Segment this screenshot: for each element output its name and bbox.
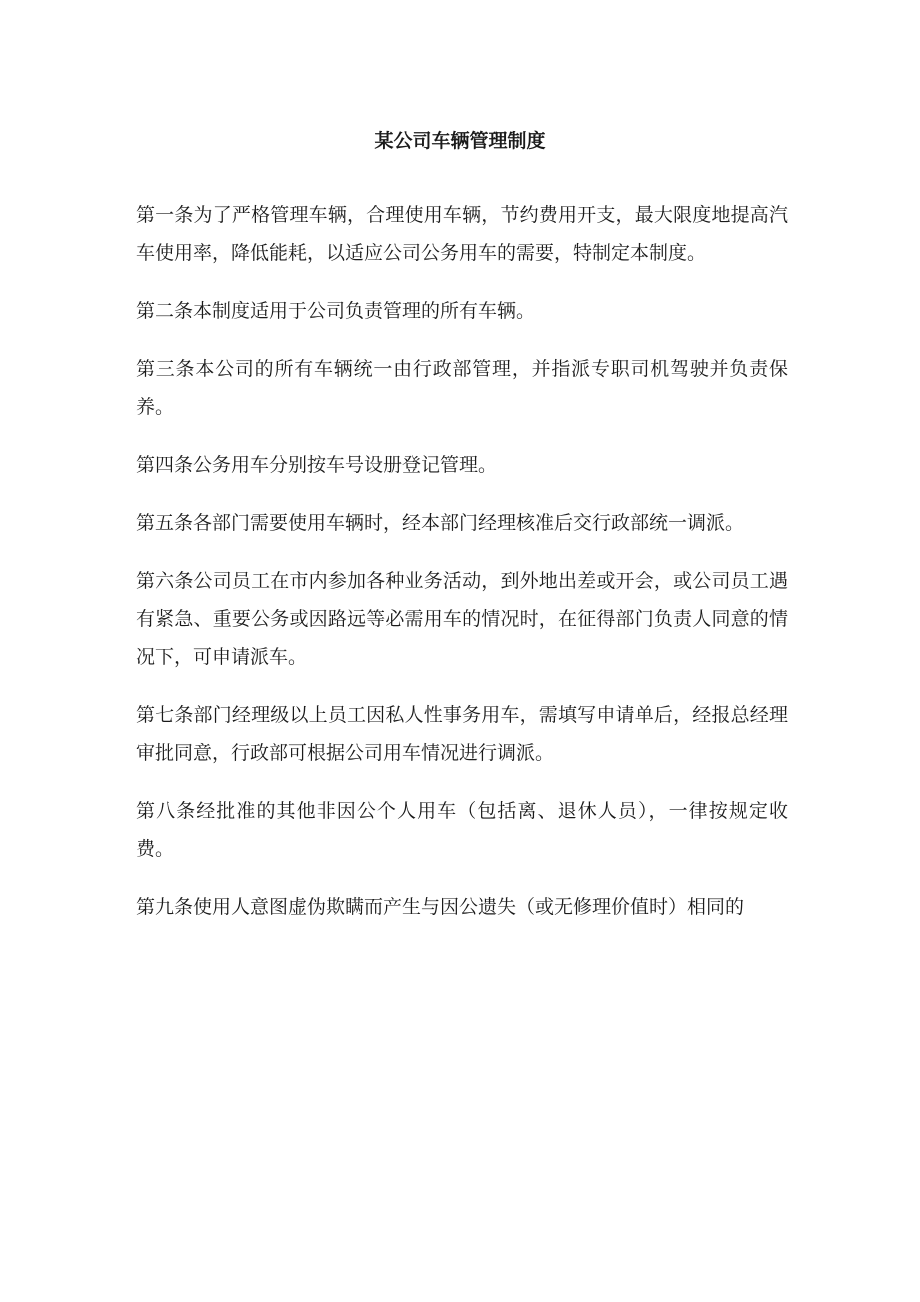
article-7-paragraph: 第七条部门经理级以上员工因私人性事务用车，需填写申请单后，经报总经理审批同意，行政部可根据公司用车情况进行调派。 (136, 704, 788, 764)
article-2-paragraph: 第二条本制度适用于公司负责管理的所有车辆。 (136, 300, 536, 322)
document-body (136, 196, 788, 946)
article-9-paragraph: 第九条使用人意图虚伪欺瞒而产生与因公遗失（或无修理价值时）相同的 (136, 896, 745, 918)
article-3-paragraph: 第三条本公司的所有车辆统一由行政部管理，并指派专职司机驾驶并负责保养。 (136, 358, 788, 418)
article-1-paragraph: 第一条为了严格管理车辆，合理使用车辆，节约费用开支，最大限度地提高汽车使用率，降低能耗，以适应公司公务用车的需要，特制定本制度。 (136, 204, 788, 264)
article-6-paragraph: 第六条公司员工在市内参加各种业务活动，到外地出差或开会，或公司员工遇有紧急、重要公务或因路远等必需用车的情况时，在征得部门负责人同意的情况下，可申请派车。 (136, 570, 788, 668)
article-4-paragraph: 第四条公务用车分别按车号设册登记管理。 (136, 454, 498, 476)
document-title: 某公司车辆管理制度 (374, 130, 546, 152)
article-8-paragraph: 第八条经批准的其他非因公个人用车（包括离、退休人员），一律按规定收费。 (136, 800, 788, 860)
article-5-paragraph: 第五条各部门需要使用车辆时，经本部门经理核准后交行政部统一调派。 (136, 512, 745, 534)
